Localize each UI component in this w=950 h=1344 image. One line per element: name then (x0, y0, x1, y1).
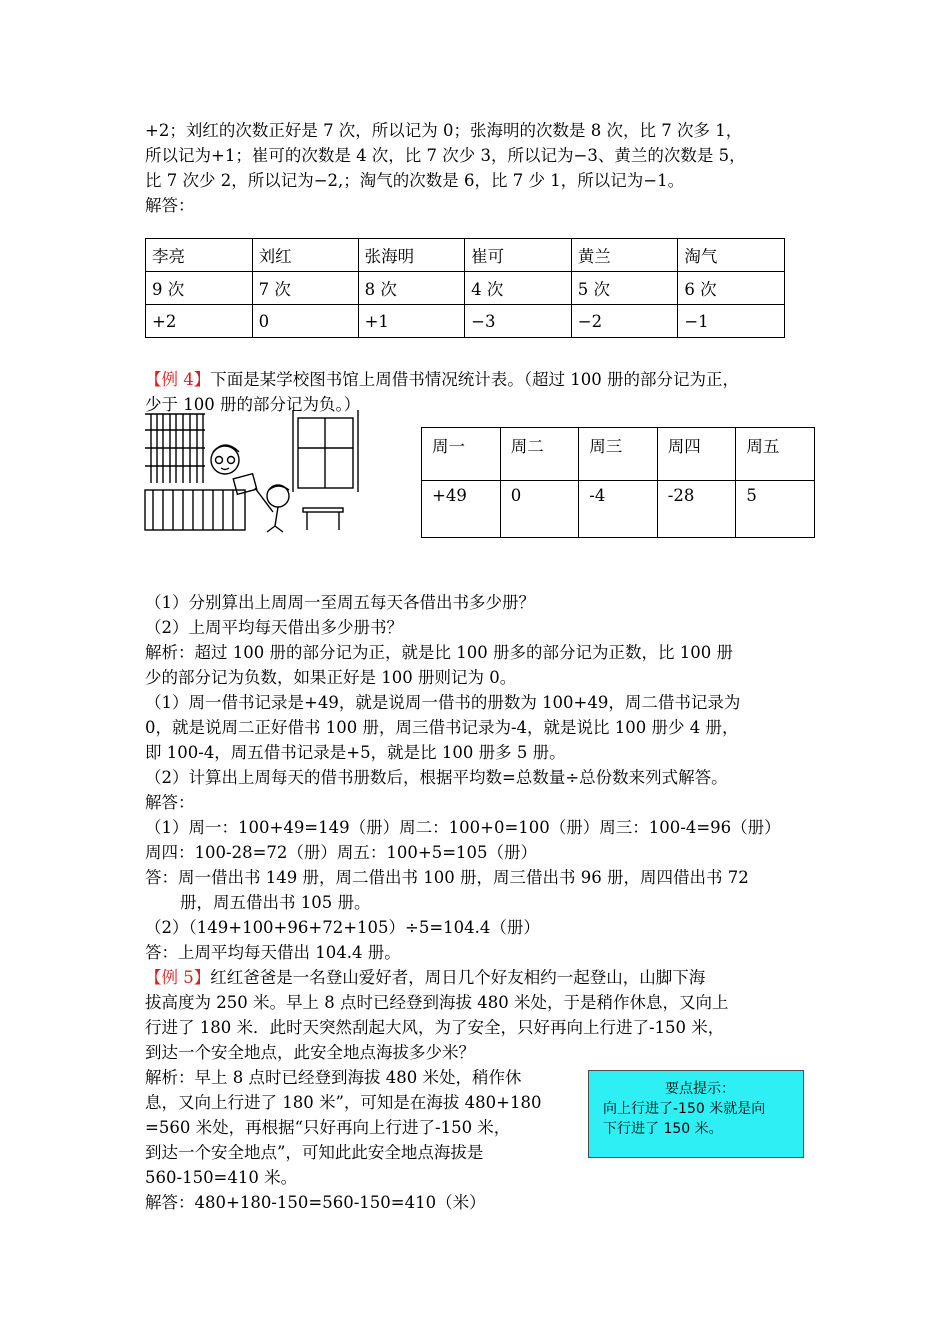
intro-line: +2；刘红的次数正好是 7 次，所以记为 0；张海明的次数是 8 次，比 7 次多 1， (145, 121, 743, 140)
table-cell: 5 (736, 481, 815, 538)
table-cell: −2 (571, 305, 678, 338)
body-line: 到达一个安全地点”，可知此此安全地点海拔是 (145, 1143, 484, 1162)
table-header-row (422, 428, 815, 481)
body-line: 息，又向上行进了 180 米”，可知是在海拔 480+180 (145, 1093, 542, 1112)
key-point-tip-box (588, 1070, 804, 1158)
table-cell: 张海明 (358, 239, 465, 272)
table-cell: 淘气 (678, 239, 785, 272)
body-line: （2）计算出上周每天的借书册数后，根据平均数=总数量÷总份数来列式解答。 (145, 768, 728, 787)
body-line: 到达一个安全地点，此安全地点海拔多少米？ (145, 1043, 475, 1062)
table-cell: 5 次 (571, 272, 678, 305)
table-cell: -28 (657, 481, 736, 538)
table-cell: 崔可 (465, 239, 572, 272)
table-cell: 周三 (579, 428, 658, 481)
body-line: 行进了 180 米．此时天突然刮起大风，为了安全，只好再向上行进了-150 米， (145, 1018, 725, 1037)
body-line: 册，周五借出书 105 册。 (180, 893, 371, 912)
table-row (422, 481, 815, 538)
intro-line: 所以记为+1；崔可的次数是 4 次，比 7 次少 3，所以记为−3、黄兰的次数是 5， (145, 146, 746, 165)
table-cell: 9 次 (146, 272, 253, 305)
body-line: 解答： (145, 793, 195, 812)
table-cell: 周四 (657, 428, 736, 481)
table-cell: 0 (500, 481, 579, 538)
table-cell: +2 (146, 305, 253, 338)
table-row (146, 272, 785, 305)
body-line: （2）（149+100+96+72+105）÷5=104.4（册） (145, 918, 540, 937)
body-line: 0，就是说周二正好借书 100 册，周三借书记录为-4，就是说比 100 册少 4 册， (145, 718, 739, 737)
tip-text: 下行进了 150 米。 (603, 1121, 723, 1137)
table-cell: 4 次 (465, 272, 572, 305)
table-row (146, 239, 785, 272)
table-cell: 周五 (736, 428, 815, 481)
results-table (145, 238, 785, 338)
body-line: 周四：100-28=72（册）周五：100+5=105（册） (145, 843, 538, 862)
intro-line: 比 7 次少 2，所以记为−2,；淘气的次数是 6，比 7 少 1，所以记为−1。 (145, 171, 685, 190)
example5-title: 【例 5】红红爸爸是一名登山爱好者，周日几个好友相约一起登山，山脚下海 (145, 968, 706, 987)
weekly-borrowing-table (421, 427, 815, 538)
example-tag: 【例 4】 (145, 370, 211, 389)
example-tag: 【例 5】 (145, 968, 211, 987)
body-line: （1）周一：100+49=149（册）周二：100+0=100（册）周三：100-4=96（册） (145, 818, 781, 837)
body-line: =560 米处，再根据“只好再向上行进了-150 米， (145, 1118, 511, 1137)
body-line: 答：周一借出书 149 册，周二借出书 100 册，周三借出书 96 册，周四借出书 72 (145, 868, 749, 887)
body-line: 解析：早上 8 点时已经登到海拔 480 米处，稍作休 (145, 1068, 522, 1087)
body-line: （1）周一借书记录是+49，就是说周一借书的册数为 100+49，周二借书记录为 (145, 693, 741, 712)
table-cell: 0 (252, 305, 358, 338)
body-line: 答：上周平均每天借出 104.4 册。 (145, 943, 401, 962)
table-row (146, 305, 785, 338)
tip-text: 向上行进了-150 米就是向 (603, 1101, 766, 1117)
body-line: 拔高度为 250 米。早上 8 点时已经登到海拔 480 米处，于是稍作休息，又向上 (145, 993, 729, 1012)
example4-title-line2: 少于 100 册的部分记为负。） (145, 395, 361, 414)
answer-label: 解答： (145, 196, 195, 215)
body-line: 解析：超过 100 册的部分记为正，就是比 100 册多的部分记为正数，比 100 册 (145, 643, 733, 662)
table-cell: -4 (579, 481, 658, 538)
table-cell: 李亮 (146, 239, 253, 272)
body-line: （1）分别算出上周周一至周五每天各借出书多少册？ (145, 593, 535, 612)
example4-title: 【例 4】下面是某学校图书馆上周借书情况统计表。（超过 100 册的部分记为正， (145, 370, 739, 389)
table-cell: 7 次 (252, 272, 358, 305)
table-cell: 8 次 (358, 272, 465, 305)
table-cell: 周二 (500, 428, 579, 481)
body-line: 560-150=410 米。 (145, 1168, 298, 1187)
table-cell: 周一 (422, 428, 501, 481)
table-cell: 6 次 (678, 272, 785, 305)
table-cell: +49 (422, 481, 501, 538)
body-line: 解答：480+180-150=560-150=410（米） (145, 1193, 486, 1212)
table-cell: 黄兰 (571, 239, 678, 272)
body-line: （2）上周平均每天借出多少册书？ (145, 618, 403, 637)
tip-title: 要点提示： (665, 1081, 735, 1097)
table-cell: 刘红 (252, 239, 358, 272)
table-cell: +1 (358, 305, 465, 338)
body-line: 即 100-4，周五借书记录是+5，就是比 100 册多 5 册。 (145, 743, 566, 762)
table-cell: −1 (678, 305, 785, 338)
table-cell: −3 (465, 305, 572, 338)
body-line: 少的部分记为负数，如果正好是 100 册则记为 0。 (145, 668, 517, 687)
library-illustration (143, 408, 365, 536)
